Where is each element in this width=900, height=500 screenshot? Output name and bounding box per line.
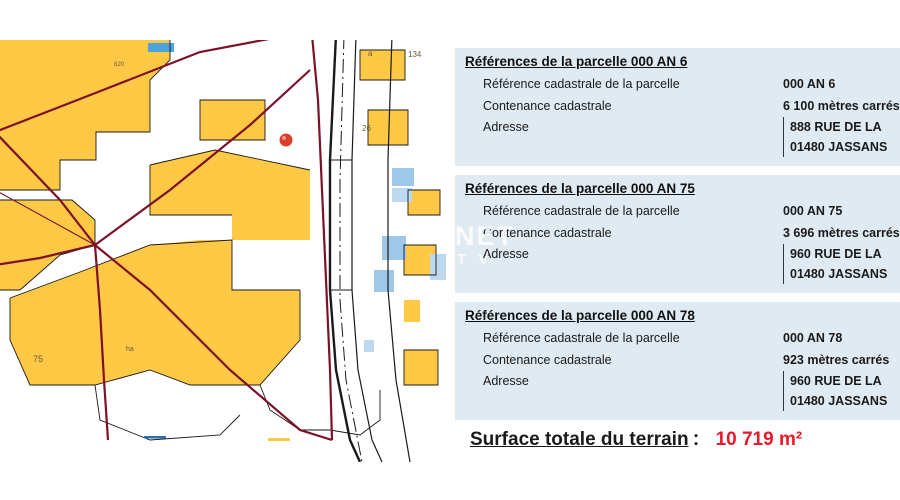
parcel-row-reference bbox=[455, 74, 900, 96]
map-label: 820 bbox=[114, 62, 125, 68]
parcel-title: Références de la parcelle 000 AN 6 bbox=[465, 54, 688, 69]
total-separator: ： bbox=[691, 429, 711, 450]
top-white-band bbox=[0, 0, 900, 40]
map-label: 134 bbox=[408, 50, 422, 59]
parcel-row-reference bbox=[455, 328, 900, 350]
map-label: a bbox=[368, 49, 373, 58]
address-line-1: 960 RUE DE LA bbox=[790, 247, 882, 261]
parcel-row-address bbox=[455, 244, 900, 284]
row-value bbox=[783, 244, 887, 284]
parcel-row-address bbox=[455, 371, 900, 411]
parcel-row-reference bbox=[455, 201, 900, 223]
watermark-line-2: T V bbox=[457, 251, 493, 268]
parcel-rows bbox=[455, 74, 900, 166]
parcel-block bbox=[455, 302, 900, 420]
watermark-line-1: NET bbox=[455, 221, 515, 251]
row-label: Référence cadastrale de la parcelle bbox=[483, 331, 680, 345]
address-line-2: 01480 JASSANS bbox=[790, 267, 888, 281]
row-value: 3 696 mètres carrés bbox=[783, 225, 900, 240]
parcel-row-contenance bbox=[455, 350, 900, 372]
parcel-row-contenance bbox=[455, 96, 900, 118]
map-label: ha bbox=[126, 346, 134, 353]
map-label: 26 bbox=[362, 124, 371, 133]
parcel-title: Références de la parcelle 000 AN 78 bbox=[465, 308, 695, 323]
parcel-rows bbox=[455, 328, 900, 420]
row-label: Adresse bbox=[483, 120, 529, 134]
row-label: Référence cadastrale de la parcelle bbox=[483, 204, 680, 218]
parcel-rows bbox=[455, 201, 900, 293]
map-label: 75 bbox=[33, 354, 44, 364]
row-label: Référence cadastrale de la parcelle bbox=[483, 77, 680, 91]
parcel-block bbox=[455, 48, 900, 166]
parcel-block bbox=[455, 175, 900, 293]
row-value: 000 AN 6 bbox=[783, 77, 836, 91]
row-label: Contenance cadastrale bbox=[483, 352, 612, 367]
row-value: 000 AN 78 bbox=[783, 331, 843, 345]
row-value: 923 mètres carrés bbox=[783, 352, 890, 367]
parcel-row-contenance bbox=[455, 223, 900, 245]
address-line-1: 960 RUE DE LA bbox=[790, 374, 882, 388]
row-value bbox=[783, 117, 887, 157]
row-label: Contenance cadastrale bbox=[483, 98, 612, 113]
row-value: 6 100 mètres carrés bbox=[783, 98, 900, 113]
parcel-info-panel bbox=[455, 48, 900, 429]
row-label: Adresse bbox=[483, 374, 529, 388]
total-label: Surface totale du terrain bbox=[470, 429, 689, 450]
address-line-2: 01480 JASSANS bbox=[790, 394, 888, 408]
bottom-white-band bbox=[0, 462, 900, 500]
location-marker[interactable] bbox=[280, 134, 293, 147]
row-label: Adresse bbox=[483, 247, 529, 261]
total-value: 10 719 m² bbox=[715, 429, 803, 450]
row-label: Contenance cadastrale bbox=[483, 225, 612, 240]
cadastral-map[interactable] bbox=[0, 40, 448, 462]
total-surface bbox=[470, 424, 802, 451]
parcel-title: Références de la parcelle 000 AN 75 bbox=[465, 181, 695, 196]
address-line-1: 888 RUE DE LA bbox=[790, 120, 882, 134]
parcel-row-address bbox=[455, 117, 900, 157]
row-value: 000 AN 75 bbox=[783, 204, 843, 218]
map-svg bbox=[0, 40, 448, 462]
row-value bbox=[783, 371, 887, 411]
address-line-2: 01480 JASSANS bbox=[790, 140, 888, 154]
